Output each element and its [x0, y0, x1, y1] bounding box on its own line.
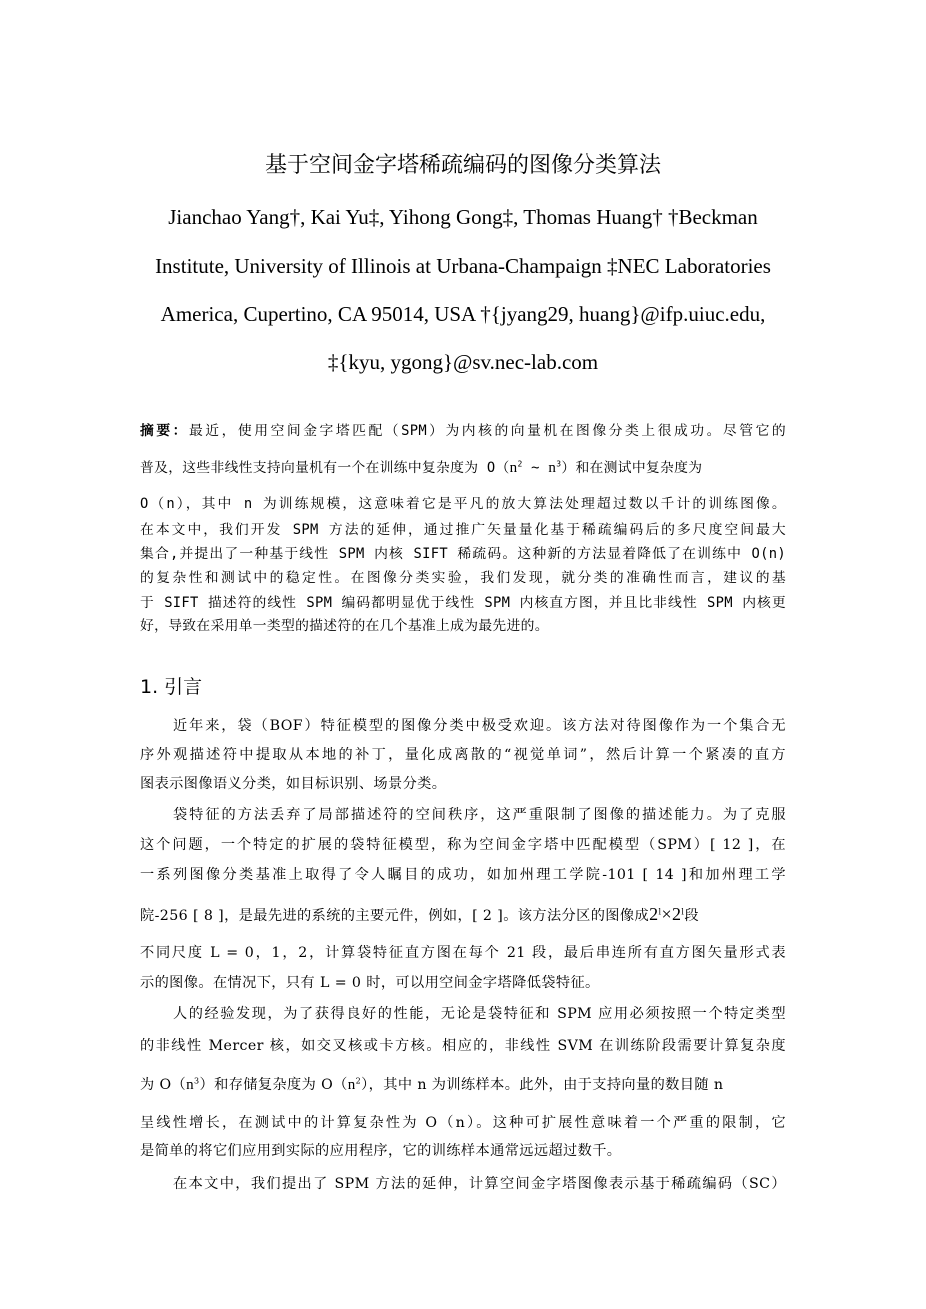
abstract-line-6: 的复杂性和测试中的稳定性。在图像分类实验，我们发现，就分类的准确性而言，建议的基 [140, 570, 786, 586]
body-line: 是简单的将它们应用到实际的应用程序，它的训练样本通常远远超过数千。 [140, 1143, 622, 1159]
paper-title: 基于空间金字塔稀疏编码的图像分类算法 [264, 153, 661, 178]
author-line-3: America, Cupertino, CA 95014, USA †{jyang29, huang}@ifp.uiuc.edu, [160, 302, 766, 326]
author-line-2: Institute, University of Illinois at Urbana-Champaign ‡NEC Laboratories [155, 254, 771, 278]
body-line: 在本文中，我们提出了 SPM 方法的延伸，计算空间金字塔图像表示基于稀疏编码（SC） [173, 1176, 786, 1192]
body-line: 院-256 [ 8 ]，是最先进的系统的主要元件，例如，[ 2 ]。该方法分区的图像成$2^l\times 2^l$段 [140, 904, 699, 924]
author-line-1: Jianchao Yang†, Kai Yu‡, Yihong Gong‡, Thomas Huang† †Beckman [168, 205, 758, 229]
abstract-line-7: 于 SIFT 描述符的线性 SPM 编码都明显优于线性 SPM 内核直方图，并且比非线性 SPM 内核更 [140, 595, 786, 611]
abstract-line-3: O（n），其中 n 为训练规模，这意味着它是平凡的放大算法处理超过数以千计的训练图像。 [140, 496, 786, 512]
abstract-label: 摘要： [140, 423, 189, 439]
body-line: 图表示图像语义分类，如目标识别、场景分类。 [140, 776, 447, 792]
body-line: 为 $O(n^3)$和存储复杂度为 $O(n^2)$，其中 n 为训练样本。此外，由于支持向量的数目随 n [140, 1076, 724, 1093]
section-heading: 1. 引言 [140, 676, 203, 698]
body-line: 人的经验发现，为了获得良好的性能，无论是袋特征和 SPM 应用必须按照一个特定类型 [173, 1006, 786, 1022]
author-line-4: ‡{kyu, ygong}@sv.nec-lab.com [327, 350, 599, 374]
body-line: 袋特征的方法丢弃了局部描述符的空间秩序，这严重限制了图像的描述能力。为了克服 [173, 807, 786, 823]
body-line: 的非线性 Mercer 核，如交叉核或卡方核。相应的，非线性 SVM 在训练阶段需要计算复杂度 [140, 1038, 786, 1054]
body-line: 呈线性增长，在测试中的计算复杂性为 O（n）。这种可扩展性意味着一个严重的限制，它 [140, 1115, 786, 1131]
abstract-line-1: 摘要：最近，使用空间金字塔匹配（SPM）为内核的向量机在图像分类上很成功。尽管它的 [140, 423, 786, 439]
body-line: 一系列图像分类基准上取得了令人瞩目的成功，如加州理工学院-101 [ 14 ]和加州理工学 [140, 867, 786, 883]
body-line: 示的图像。在情况下，只有 L = 0 时，可以用空间金字塔降低袋特征。 [140, 975, 600, 991]
abstract-line-8: 好，导致在采用单一类型的描述符的在几个基准上成为最先进的。 [140, 618, 549, 634]
abstract-line-4: 在本文中，我们开发 SPM 方法的延伸，通过推广矢量量化基于稀疏编码后的多尺度空间最大 [140, 522, 786, 538]
abstract-line-2: 普及，这些非线性支持向量机有一个在训练中复杂度为 $O(n^2$ ~ $n^3$）和在测试中复杂度为 [140, 459, 703, 476]
body-line: 序外观描述符中提取从本地的补丁，量化成离散的“视觉单词”，然后计算一个紧凑的直方 [140, 747, 786, 763]
body-line: 不同尺度 L = 0，1，2，计算袋特征直方图在每个 21 段，最后串连所有直方图矢量形式表 [140, 945, 786, 961]
body-line: 近年来，袋（BOF）特征模型的图像分类中极受欢迎。该方法对待图像作为一个集合无 [173, 718, 786, 734]
abstract-line-5: 集合,并提出了一种基于线性 SPM 内核 SIFT 稀疏码。这种新的方法显着降低了在训练中 O(n) [140, 546, 786, 562]
body-line: 这个问题，一个特定的扩展的袋特征模型，称为空间金字塔中匹配模型（SPM）[ 12 ]，在 [140, 837, 786, 853]
